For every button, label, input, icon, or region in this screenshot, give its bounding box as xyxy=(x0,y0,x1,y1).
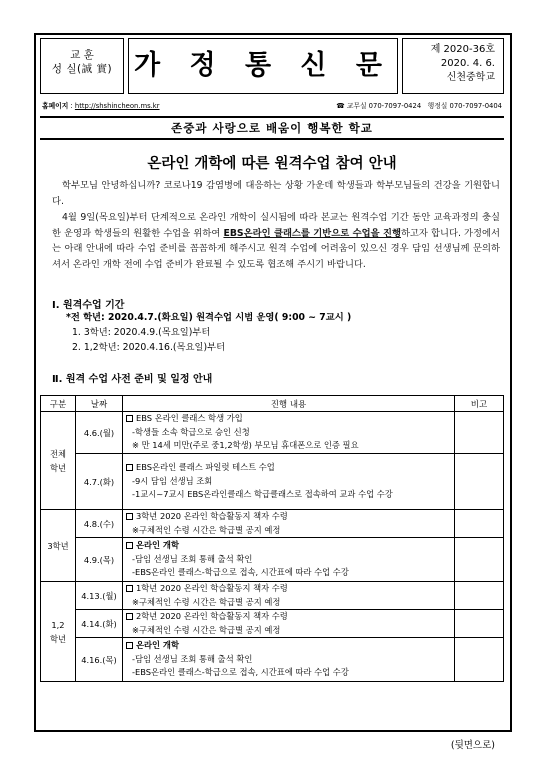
school-motto xyxy=(40,38,124,94)
content-line: -학생들 소속 학급으로 승인 신청 xyxy=(132,426,250,437)
table-row xyxy=(41,582,504,610)
motto-value: 성 실(誠 實) xyxy=(51,63,113,75)
homepage-link[interactable]: http://shshincheon.ms.kr xyxy=(74,102,160,110)
checkbox-square-icon xyxy=(126,613,133,620)
homepage: 홈페이지 : http://shshincheon.ms.kr xyxy=(42,102,160,110)
content-line: 온라인 개학 xyxy=(136,640,179,651)
table-row xyxy=(41,510,504,538)
intro-emphasis: EBS온라인 클래스를 기반으로 수업을 진행 xyxy=(223,227,401,239)
content-line: ※ 만 14세 미만(주로 중1,2학생) 부모님 휴대폰으로 인증 필요 xyxy=(132,440,359,451)
table-row xyxy=(41,638,504,682)
school-slogan: 존중과 사랑으로 배움이 행복한 학교 xyxy=(171,121,373,135)
checkbox-square-icon xyxy=(126,513,133,520)
row-date: 4.16.(목) xyxy=(76,638,123,682)
newsletter-header xyxy=(40,38,504,94)
content-line: 1학년 2020 온라인 학습활동지 책자 수령 xyxy=(136,583,288,594)
content-line: -9시 담임 선생님 조회 xyxy=(132,475,213,486)
group-grade-1-2: 1,2 학년 xyxy=(41,582,76,682)
row-note xyxy=(455,454,504,510)
contact-bar xyxy=(40,99,504,113)
content-line: -담임 선생님 조회 통해 출석 확인 xyxy=(132,653,253,664)
section-1-item-2: 2. 1,2학년: 2020.4.16.(목요일)부터 xyxy=(72,342,226,353)
row-note xyxy=(455,510,504,538)
row-note xyxy=(455,412,504,454)
row-note xyxy=(455,610,504,638)
motto-label: 교 훈 xyxy=(70,49,94,61)
content-line: 온라인 개학 xyxy=(136,540,179,551)
document-title: 온라인 개학에 따른 원격수업 참여 안내 xyxy=(147,156,397,172)
row-note xyxy=(455,538,504,582)
homepage-label: 홈페이지 xyxy=(42,102,69,110)
phone-numbers xyxy=(336,99,502,113)
content-line: EBS 온라인 클래스 학생 가입 xyxy=(136,413,243,424)
office-phone: 교무실 070-7097-0424 xyxy=(346,102,422,110)
content-line: -1교시~7교시 EBS온라인클래스 학급클래스로 접속하여 교과 수업 수강 xyxy=(132,489,393,500)
row-date: 4.6.(월) xyxy=(76,412,123,454)
content-line: EBS온라인 클래스 파일럿 테스트 수업 xyxy=(136,462,275,473)
checkbox-square-icon xyxy=(126,542,133,549)
intro-paragraph-1: 학부모님 안녕하십니까? 코로나19 감염병에 대응하는 상황 가운데 학생들과 학부모님들의 건강을 기원합니다. xyxy=(52,180,500,207)
intro-paragraph-2 xyxy=(52,210,500,272)
content-line: ※구체적인 수령 시간은 학급별 공지 예정 xyxy=(132,524,281,535)
row-content xyxy=(123,538,455,582)
schedule-table xyxy=(40,395,504,682)
checkbox-square-icon xyxy=(126,464,133,471)
content-line: -담임 선생님 조회 통해 출석 확인 xyxy=(132,553,253,564)
row-date: 4.9.(목) xyxy=(76,538,123,582)
intro-text-a: 4월 9일(목요일)부터 단계적으로 온라인 개학이 실시됨에 따라 본교는 원격수업 기간 동안 교육과정의 충실한 운영과 학생들의 원활한 수업을 위하여 xyxy=(52,212,500,239)
content-line: -EBS온라인 클래스-학급으로 접속, 시간표에 따라 수업 수강 xyxy=(132,667,349,678)
intro-text-b: 하고자 합니다. 가정에서는 아래 안내에 따라 수업 준비를 꼼꼼하게 해주시고 원격 수업에 어려움이 있으신 경우 담임 선생님께 문의하셔서 온라인 개학 전에 수업 준비가 완료될 수 있도록 협조해 주시기 바랍니다. xyxy=(52,227,500,270)
section-1-item-1: 1. 3학년: 2020.4.9.(목요일)부터 xyxy=(72,327,211,338)
content-line: ※구체적인 수령 시간은 학급별 공지 예정 xyxy=(132,596,281,607)
row-content xyxy=(123,412,455,454)
row-date: 4.7.(화) xyxy=(76,454,123,510)
header-category: 구분 xyxy=(41,396,76,412)
row-content xyxy=(123,610,455,638)
header-content: 진행 내용 xyxy=(123,396,455,412)
continue-on-back: (뒷면으로) xyxy=(450,740,495,751)
content-line: -EBS온라인 클래스-학급으로 접속, 시간표에 따라 수업 수강 xyxy=(132,567,349,578)
row-date: 4.13.(월) xyxy=(76,582,123,610)
section-1-note: *전 학년: 2020.4.7.(화요일) 원격수업 시범 운영( 9:00 ~ 7교시 ) xyxy=(66,312,352,323)
issue-number: 제 2020-36호 xyxy=(430,44,495,55)
table-row xyxy=(41,538,504,582)
row-content xyxy=(123,454,455,510)
content-line: ※구체적인 수령 시간은 학급별 공지 예정 xyxy=(132,624,281,635)
section-2-heading: Ⅱ. 원격 수업 사전 준비 및 일정 안내 xyxy=(52,374,213,385)
checkbox-square-icon xyxy=(126,642,133,649)
table-row xyxy=(41,412,504,454)
row-date: 4.14.(화) xyxy=(76,610,123,638)
row-note xyxy=(455,582,504,610)
header-note: 비고 xyxy=(455,396,504,412)
office-phone-icon: ☎ xyxy=(336,102,345,110)
checkbox-square-icon xyxy=(126,585,133,592)
school-name: 신천중학교 xyxy=(446,72,495,83)
table-header-row xyxy=(41,396,504,412)
content-line: 3학년 2020 온라인 학습활동지 책자 수령 xyxy=(136,511,288,522)
row-note xyxy=(455,638,504,682)
row-date: 4.8.(수) xyxy=(76,510,123,538)
group-grade-3: 3학년 xyxy=(41,510,76,582)
row-content xyxy=(123,582,455,610)
slogan-banner xyxy=(40,116,504,140)
newsletter-title: 가 정 통 신 문 xyxy=(128,38,398,94)
admin-phone: 행정실 070-7097-0404 xyxy=(427,102,502,110)
header-date: 날짜 xyxy=(76,396,123,412)
content-line: 2학년 2020 온라인 학습활동지 책자 수령 xyxy=(136,611,288,622)
section-1-heading: Ⅰ. 원격수업 기간 xyxy=(52,300,125,311)
row-content xyxy=(123,510,455,538)
issue-date: 2020. 4. 6. xyxy=(440,58,495,69)
issue-info xyxy=(402,38,504,94)
group-all-grades: 전체 학년 xyxy=(41,412,76,510)
checkbox-square-icon xyxy=(126,415,133,422)
table-row xyxy=(41,610,504,638)
row-content xyxy=(123,638,455,682)
table-row xyxy=(41,454,504,510)
